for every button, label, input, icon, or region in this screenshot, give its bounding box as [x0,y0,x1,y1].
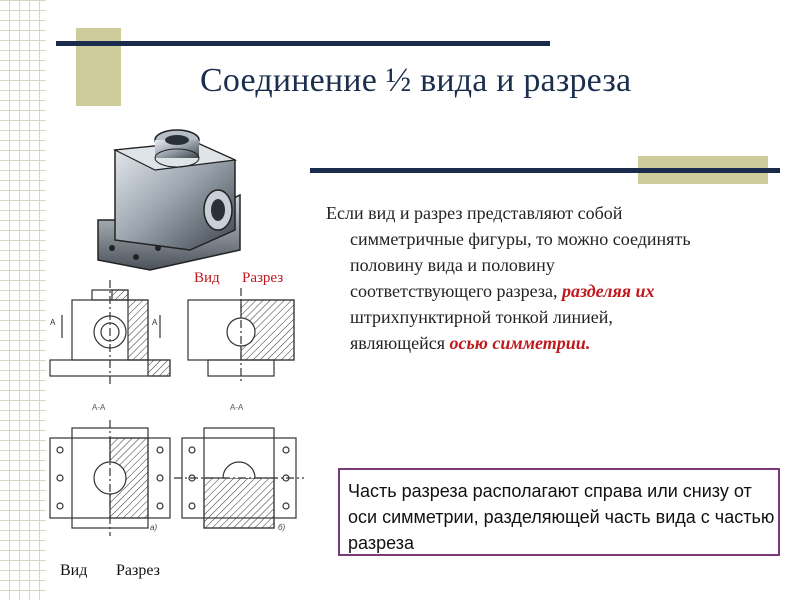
accent-bar-top [56,41,550,46]
accent-bar-right [310,168,780,173]
body-line-4-text: соответствующего разреза, [350,281,562,301]
body-line-6-period: . [585,333,591,353]
body-line-4 [326,278,776,304]
body-line-2: симметричные фигуры, то можно соединять [350,229,691,249]
main-paragraph [326,200,776,356]
label-section-bottom: Разрез [116,562,160,579]
front-view-half-section [50,280,170,384]
body-line-6 [326,330,776,356]
body-line-1: Если вид и разрез представляют собой [326,203,623,223]
label-view-top: Вид [194,270,220,286]
mark-a-left: А [50,318,56,327]
part-3d-image [98,130,240,270]
figure-b-label: б) [278,523,286,532]
plan-view-b [174,428,304,528]
note-box: Часть разреза располагают справа или снизу от оси симметрии, разделяющей часть вида с частью разреза [338,468,780,556]
body-line-5: штрихпунктирной тонкой линией, [350,307,613,327]
figure-a-label: а) [150,523,158,532]
emphasis-axis: осью симметрии [449,333,586,353]
emphasis-separate: разделяя их [561,281,655,301]
side-view-half-section [188,288,294,384]
technical-drawing [40,120,320,560]
section-a-a-right: А-А [230,403,244,412]
label-view-bottom: Вид [60,562,88,579]
mark-a-right: А [152,318,158,327]
section-a-a-left: А-А [92,403,106,412]
label-section-top: Разрез [242,270,284,286]
body-line-3: половину вида и половину [350,255,555,275]
plan-view-a [50,420,170,536]
accent-square-top [76,28,121,106]
body-line-6-text: являющейся [350,333,450,353]
slide-title: Соединение ½ вида и разреза [200,62,632,99]
